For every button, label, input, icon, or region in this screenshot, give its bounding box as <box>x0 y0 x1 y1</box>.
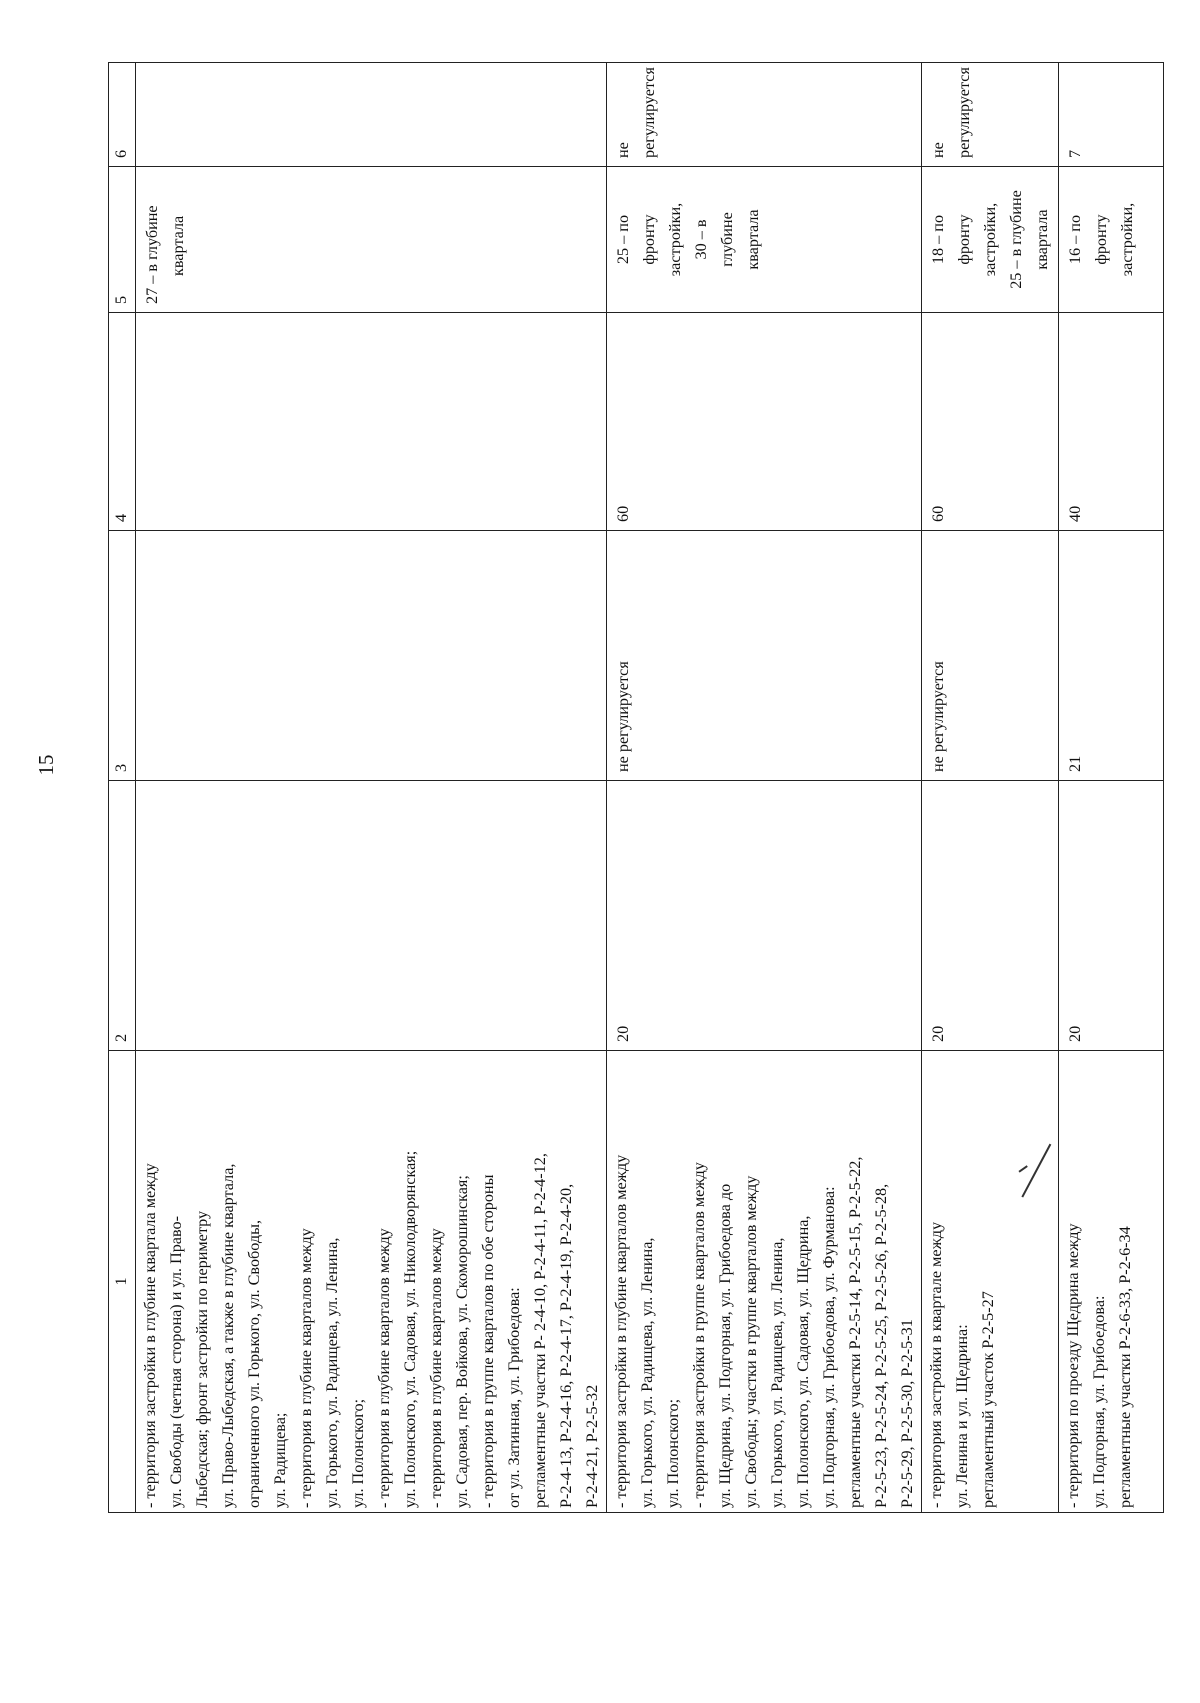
cell-col-4: 60 <box>607 313 922 531</box>
rotated-table-wrapper <box>108 63 1136 1513</box>
table-row <box>136 63 607 1513</box>
cell-col-2: 20 <box>922 781 1059 1051</box>
territory-description: - территория застройки в глубине квартала между ул. Свободы (четная сторона) и ул. Право- Лыбедская; фронт застройки по периметру ул. Право-Лыбедская, а также в глубине квартала, ограниченного ул. Горького, ул. Свободы, ул. Радищева; - территория в глубине кварталов между ул. Горького, ул. Радищева, ул. Ленина, ул. Полонского; - территория в глубине кварталов между ул. Полонского, ул. Садовая, ул. Николодворянская; - территория в глубине кварталов между ул. Садовая, пер. Войкова, ул. Скоморошинская; - территория в группе кварталов по обе стороны от ул. Затинная, ул. Грибоедова: регламентные участки Р- 2-4-10, Р-2-4-11, Р-2-4-12, Р-2-4-13, Р-2-4-16, Р-2-4-17, Р-2-4-19, Р-2-4-20, Р-2-4-21, Р-2-5-32 <box>136 1051 607 1513</box>
cell-col-5: 27 – в глубине квартала <box>136 167 607 313</box>
header-cell-4: 4 <box>109 313 136 531</box>
header-cell-5: 5 <box>109 167 136 313</box>
header-row <box>109 63 136 1513</box>
cell-col-4: 40 <box>1059 313 1164 531</box>
table-row <box>1059 63 1164 1513</box>
territory-description: - территория застройки в квартале между ул. Ленина и ул. Щедрина: регламентный участок Р-2-5-27 <box>922 1051 1059 1513</box>
cell-col-4: 60 <box>922 313 1059 531</box>
cell-col-2: 20 <box>607 781 922 1051</box>
cell-col-5: 25 – по фронту застройки, 30 – в глубине квартала <box>607 167 922 313</box>
regulations-table <box>108 62 1164 1513</box>
table-row <box>922 63 1059 1513</box>
cell-col-6: не регулируется <box>922 63 1059 167</box>
page-number: 15 <box>34 754 58 776</box>
cell-col-5: 18 – по фронту застройки, 25 – в глубине квартала <box>922 167 1059 313</box>
header-cell-2: 2 <box>109 781 136 1051</box>
territory-description: - территория застройки в глубине кварталов между ул. Горького, ул. Радищева, ул. Ленина, ул. Полонского; - территория застройки в группе кварталов между ул. Щедрина, ул. Подгорная, ул. Грибоедова до ул. Свободы; участки в группе кварталов между ул. Горького, ул. Радищева, ул. Ленина, ул. Полонского, ул. Садовая, ул. Щедрина, ул. Подгорная, ул. Грибоедова, ул. Фурманова: регламентные участки Р-2-5-14, Р-2-5-15, Р-2-5-22, Р-2-5-23, Р-2-5-24, Р-2-5-25, Р-2-5-26, Р-2-5-28, Р-2-5-29, Р-2-5-30, Р-2-5-31 <box>607 1051 922 1513</box>
cell-col-6: 7 <box>1059 63 1164 167</box>
header-cell-3: 3 <box>109 531 136 781</box>
cell-col-2 <box>136 781 607 1051</box>
header-cell-6: 6 <box>109 63 136 167</box>
cell-col-4 <box>136 313 607 531</box>
header-cell-1: 1 <box>109 1051 136 1513</box>
cell-col-3: не регулируется <box>607 531 922 781</box>
cell-col-3 <box>136 531 607 781</box>
cell-col-5: 16 – по фронту застройки, <box>1059 167 1164 313</box>
cell-col-2: 20 <box>1059 781 1164 1051</box>
table-row <box>607 63 922 1513</box>
cell-col-6: не регулируется <box>607 63 922 167</box>
cell-col-3: не регулируется <box>922 531 1059 781</box>
territory-description: - территория по проезду Щедрина между ул. Подгорная, ул. Грибоедова: регламентные участки Р-2-6-33, Р-2-6-34 <box>1059 1051 1164 1513</box>
cell-col-6 <box>136 63 607 167</box>
cell-col-3: 21 <box>1059 531 1164 781</box>
